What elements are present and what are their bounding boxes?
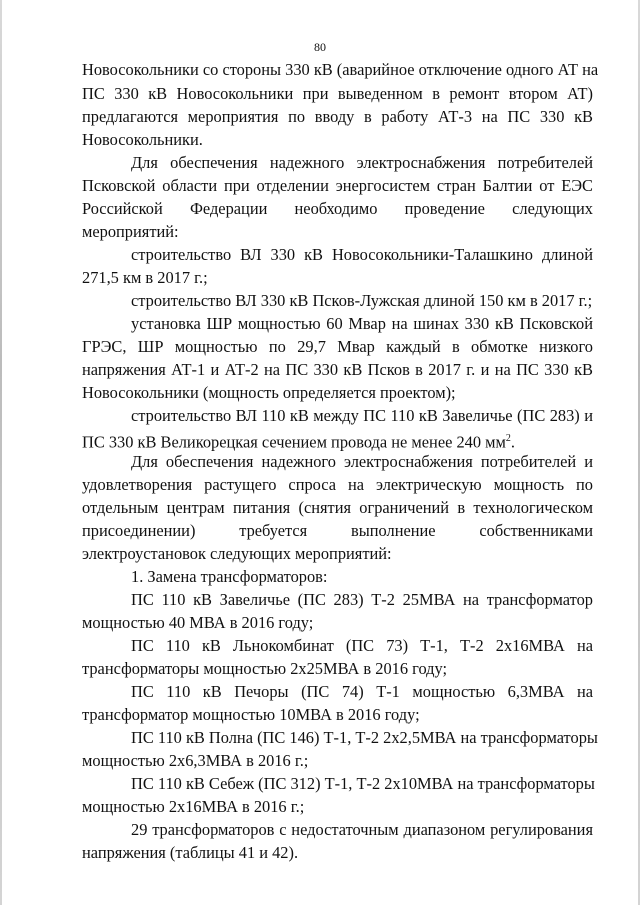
text-line: ПС 110 кВ Печоры (ПС 74) Т-1 мощностью 6,3МВА на bbox=[131, 682, 593, 701]
text-line: трансформаторы мощностью 2х25МВА в 2016 году; bbox=[82, 659, 448, 678]
text-line: ПС 110 кВ Себеж (ПС 312) Т-1, Т-2 2х10МВА на трансформаторы bbox=[131, 774, 595, 793]
text-line: Новосокольники (мощность определяется проектом); bbox=[82, 383, 456, 402]
text-line: электроустановок следующих мероприятий: bbox=[82, 544, 392, 563]
text-line: 271,5 км в 2017 г.; bbox=[82, 268, 208, 287]
text-line-main: ПС 330 кВ Великорецкая сечением провода не менее 240 мм bbox=[82, 432, 506, 452]
text-line bbox=[82, 428, 515, 453]
text-line-tail: . bbox=[510, 432, 516, 452]
text-line: установка ШР мощностью 60 Мвар на шинах 330 кВ Псковской bbox=[131, 314, 593, 333]
text-line: присоединении) требуется выполнение собственниками bbox=[82, 521, 593, 540]
text-line: Новосокольники. bbox=[82, 130, 203, 149]
text-line: трансформатор мощностью 10МВА в 2016 году; bbox=[82, 705, 420, 724]
text-line: ПС 330 кВ Новосокольники при выведенном в ремонт втором АТ) bbox=[82, 84, 593, 103]
text-line: ПС 110 кВ Завеличье (ПС 283) Т-2 25МВА на трансформатор bbox=[131, 590, 593, 609]
text-line: строительство ВЛ 330 кВ Псков-Лужская длиной 150 км в 2017 г.; bbox=[131, 291, 593, 310]
text-line: ПС 110 кВ Полна (ПС 146) Т-1, Т-2 2х2,5МВА на трансформаторы bbox=[131, 728, 598, 747]
text-line: Для обеспечения надежного электроснабжения потребителей bbox=[131, 153, 593, 172]
scan-edge-left bbox=[0, 0, 2, 905]
text-line: напряжения (таблицы 41 и 42). bbox=[82, 843, 299, 862]
text-line: 29 трансформаторов с недостаточным диапазоном регулирования bbox=[131, 820, 593, 839]
superscript: 2 bbox=[505, 433, 511, 444]
text-line: 1. Замена трансформаторов: bbox=[131, 567, 328, 586]
text-line: напряжения АТ-1 и АТ-2 на ПС 330 кВ Псков в 2017 г. и на ПС 330 кВ bbox=[82, 360, 593, 379]
text-line: отдельным центрам питания (снятия ограничений в технологическом bbox=[82, 498, 593, 517]
text-line: мощностью 2х6,3МВА в 2016 г.; bbox=[82, 751, 309, 770]
page-number: 80 bbox=[314, 40, 326, 54]
text-line: строительство ВЛ 330 кВ Новосокольники-Талашкино длиной bbox=[131, 245, 593, 264]
text-line: Российской Федерации необходимо проведение следующих bbox=[82, 199, 593, 218]
text-line: строительство ВЛ 110 кВ между ПС 110 кВ Завеличье (ПС 283) и bbox=[131, 406, 593, 425]
text-line: мощностью 2х16МВА в 2016 г.; bbox=[82, 797, 305, 816]
text-line: ГРЭС, ШР мощностью по 29,7 Мвар каждый в обмотке низкого bbox=[82, 337, 593, 356]
text-line: ПС 110 кВ Льнокомбинат (ПС 73) Т-1, Т-2 2х16МВА на bbox=[131, 636, 593, 655]
text-line: предлагаются мероприятия по вводу в работу АТ-3 на ПС 330 кВ bbox=[82, 107, 593, 126]
text-line: Псковской области при отделении энергосистем стран Балтии от ЕЭС bbox=[82, 176, 593, 195]
text-line: Для обеспечения надежного электроснабжения потребителей и bbox=[131, 452, 593, 471]
text-line: мероприятий: bbox=[82, 222, 179, 241]
text-line: удовлетворения растущего спроса на электрическую мощность по bbox=[82, 475, 593, 494]
text-line: Новосокольники со стороны 330 кВ (аварийное отключение одного АТ на bbox=[82, 60, 599, 79]
text-line: мощностью 40 МВА в 2016 году; bbox=[82, 613, 314, 632]
